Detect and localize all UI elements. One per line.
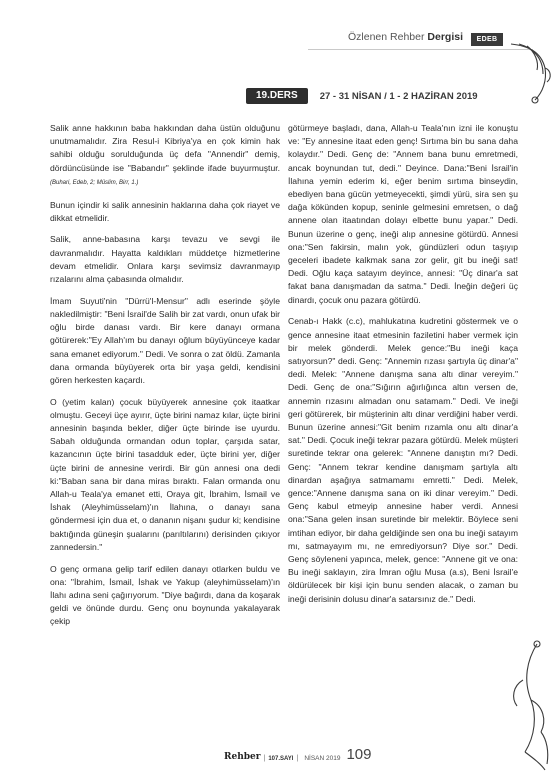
ornament-top-right-icon <box>505 40 553 110</box>
paragraph: Salik, anne-babasına karşı tevazu ve sevgi ile davranmalıdır. Hayatta kaldıkları müddetçe hizmetlerine devam etmelidir. Onlara karşı sevimsiz davranmayıp rızalarını alma çabasında olmalıdır. <box>50 234 280 285</box>
paragraph: O genç ormana gelip tarif edilen danayı otlarken buldu ve ona: "İbrahim, İsmail, İshak ve Yakup (aleyhimüsselam)'ın İlahı adına seni çağırıyorum. "Diye bağırdı, dana da koşarak geldi ve önünde durdu. Genç onu boynunda yakalayarak çekip <box>50 563 280 627</box>
page-number: 109 <box>346 746 372 763</box>
paragraph: Salik anne hakkının baba hakkından daha üstün olduğunu unutmamalıdır. Zira Resul-i Kibriya'ya en çok kimin hak sahibi olduğu sorulduğunda üç defa "Annendir" demiş, dördüncüsünde ise "Babandır" şeklinde ifade buyurmuştur. (Buhari, Edeb, 2; Müslim, Birr, 1.) <box>50 123 280 186</box>
paragraph: Bunun içindir ki salik annesinin haklarına daha çok riayet ve dikkat etmelidir. <box>50 199 280 223</box>
magazine-title-prefix: Özlenen Rehber <box>348 31 425 43</box>
citation: (Buhari, Edeb, 2; Müslim, Birr, 1.) <box>50 179 139 186</box>
lesson-number: 19.DERS <box>246 88 308 104</box>
paragraph: götürmeye başladı, dana, Allah-u Teala'nın izni ile konuştu ve: "Ey annesine itaat eden genç! Sırtıma bin bu sana daha kolaydır." Dedi. Genç de: "Annem bana bunu emretmedi, ancak boynundan tut, dedi." Deyince. Dana:"Beni İsrail'in İlahına yemin ederim ki, eğer benim sırtıma binseydin, ebediyen bana gücün yetmeyecekti, şimdi yürü, sira sen şu dağa kökünden kopup, seninle gelmesini emretsen, o dağ annene olan itaatından dolayı elbette bunu yapar." Dedi. Bunun üzerine o genç, ineği alıp annesine götürdü. Annesi ona:"Sen fakirsin, malın yok, gündüzleri odun taşıyıp geceleri ibadete kalkmak sana zor gelir, git bu ineği sat! Dedi. Oğlu kaça satayım deyince, annesi: "Üç dinar'a sat fakat bana danışmadan da satma." Dedi. İneğin değeri üç dinardı, çocuk onu pazara götürdü. <box>288 123 518 305</box>
footer-separator: | <box>296 755 299 762</box>
left-column <box>50 122 280 637</box>
paragraph: O (yetim kalan) çocuk büyüyerek annesine çok itaatkar olmuştu. Geceyi üçe ayırır, üçte birini namaz kılar, üçte birini annesinin başında bekler, diğer üçte birinde ise uyurdu. Sabah olduğunda ormandan odun toplar, çarşıda satar, kazancının üçte birini tasadduk eder, üçte birini yer, diğer üçte birini de annesine verirdi. Bir gün annesi ona dedi ki:"Baban sana bir dana miras bıraktı. Falan ormanda onu Allah-u Teala'ya emanet etti, Oraya git, İbrahim, İsmail ve İshak (Aleyhimüsselam)'ın İlahına, o danayı sana göndermesi için dua et, o dananın nişanı şudur ki; kendisine baktığında güneşin şualarını (parıltılarını) derisinden çıkıyor zannedersin." <box>50 396 280 552</box>
page-footer <box>224 747 371 762</box>
footer-issue: 107.SAYI <box>268 756 294 762</box>
paragraph: Cenab-ı Hakk (c.c), mahlukatına kudretini göstermek ve o gence annesine itaat etmesinin faziletini haber vermek için bir melek gönderdi. Melek gence:"Bu ineği kaça satıyorsun?" dedi. Genç: "Annemin rızası şartıyla üç dinar'a" dedi. Melek: "Annene danışma sana altı dinar vereyim." Dedi. Genç de ona:"Sığırın ağırlığınca altın versen de, annemin rızasını almadan onu satamam." Dedi. Ve ineği geri götürerek, bir müşterinin altı dinar verdiğini haber verdi. Bunun üzerine annesi:"Git benim rızamla onu altı dinar'a sat." Dedi. Çocuk ineği tekrar pazara götürdü. Melek müşteri suretinde tekrar ona gelerek: "Annene danıştın mı? Dedi. Genç: "Annem tekrar kendine danışmam şartıyla altı dinardan aşağıya satmamamı emretti." Dedi. Melek, gence:"Annene danışma sana on iki dinar vereyim." Dedi. Genç kabul etmeyip annesine haber verdi. Annesi ona:"Sana gelen insan suretinde bir melektir. Böylece seni imtihan ediyor, bir daha geldiğinde sen ona bu ineği satayım mı, satmayayım mı, ne emrediyorsun? Diye sor." Dedi. Genç söyleneni yapınca, melek, gence: "Annene git ve ona: Bu ineği saklayın, zira İmran oğlu Musa (a.s), Beni İsrail'e öldürülecek bir kişi için bunu senden alacak, o zaman bu ineği derisinin dolusu dinar'a satarsınız de." Dedi. <box>288 316 518 604</box>
footer-brand: Rehber <box>224 752 261 762</box>
ornament-bottom-right-icon <box>497 640 553 771</box>
footer-date: NİSAN 2019 <box>304 755 341 762</box>
section-badge: EDEB <box>471 33 503 46</box>
lesson-header <box>246 88 478 104</box>
magazine-title-name: Dergisi <box>427 31 463 43</box>
paragraph: İmam Suyuti'nin "Dürrü'l-Mensur" adlı eserinde şöyle nakledilmiştir: "Beni İsrail'de Salih bir zat vardı, onun ufak bir oğlu birde danası vardı. Bir kere danayı ormana götürerek:"Ey Allah'ım bu danayı oğlum büyüyünceye kadar sana emanet ediyorum." Dedi. Ve sonra o zat öldü. Zamanla dana ormanda büyüyerek orta bir yaşa geldi, kendisini gören herkesten kaçardı. <box>50 295 280 385</box>
magazine-title <box>348 31 463 43</box>
lesson-dates: 27 - 31 NİSAN / 1 - 2 HAZİRAN 2019 <box>319 90 478 102</box>
header-rule <box>308 49 533 50</box>
footer-separator: | <box>263 755 266 762</box>
right-column <box>288 122 518 614</box>
